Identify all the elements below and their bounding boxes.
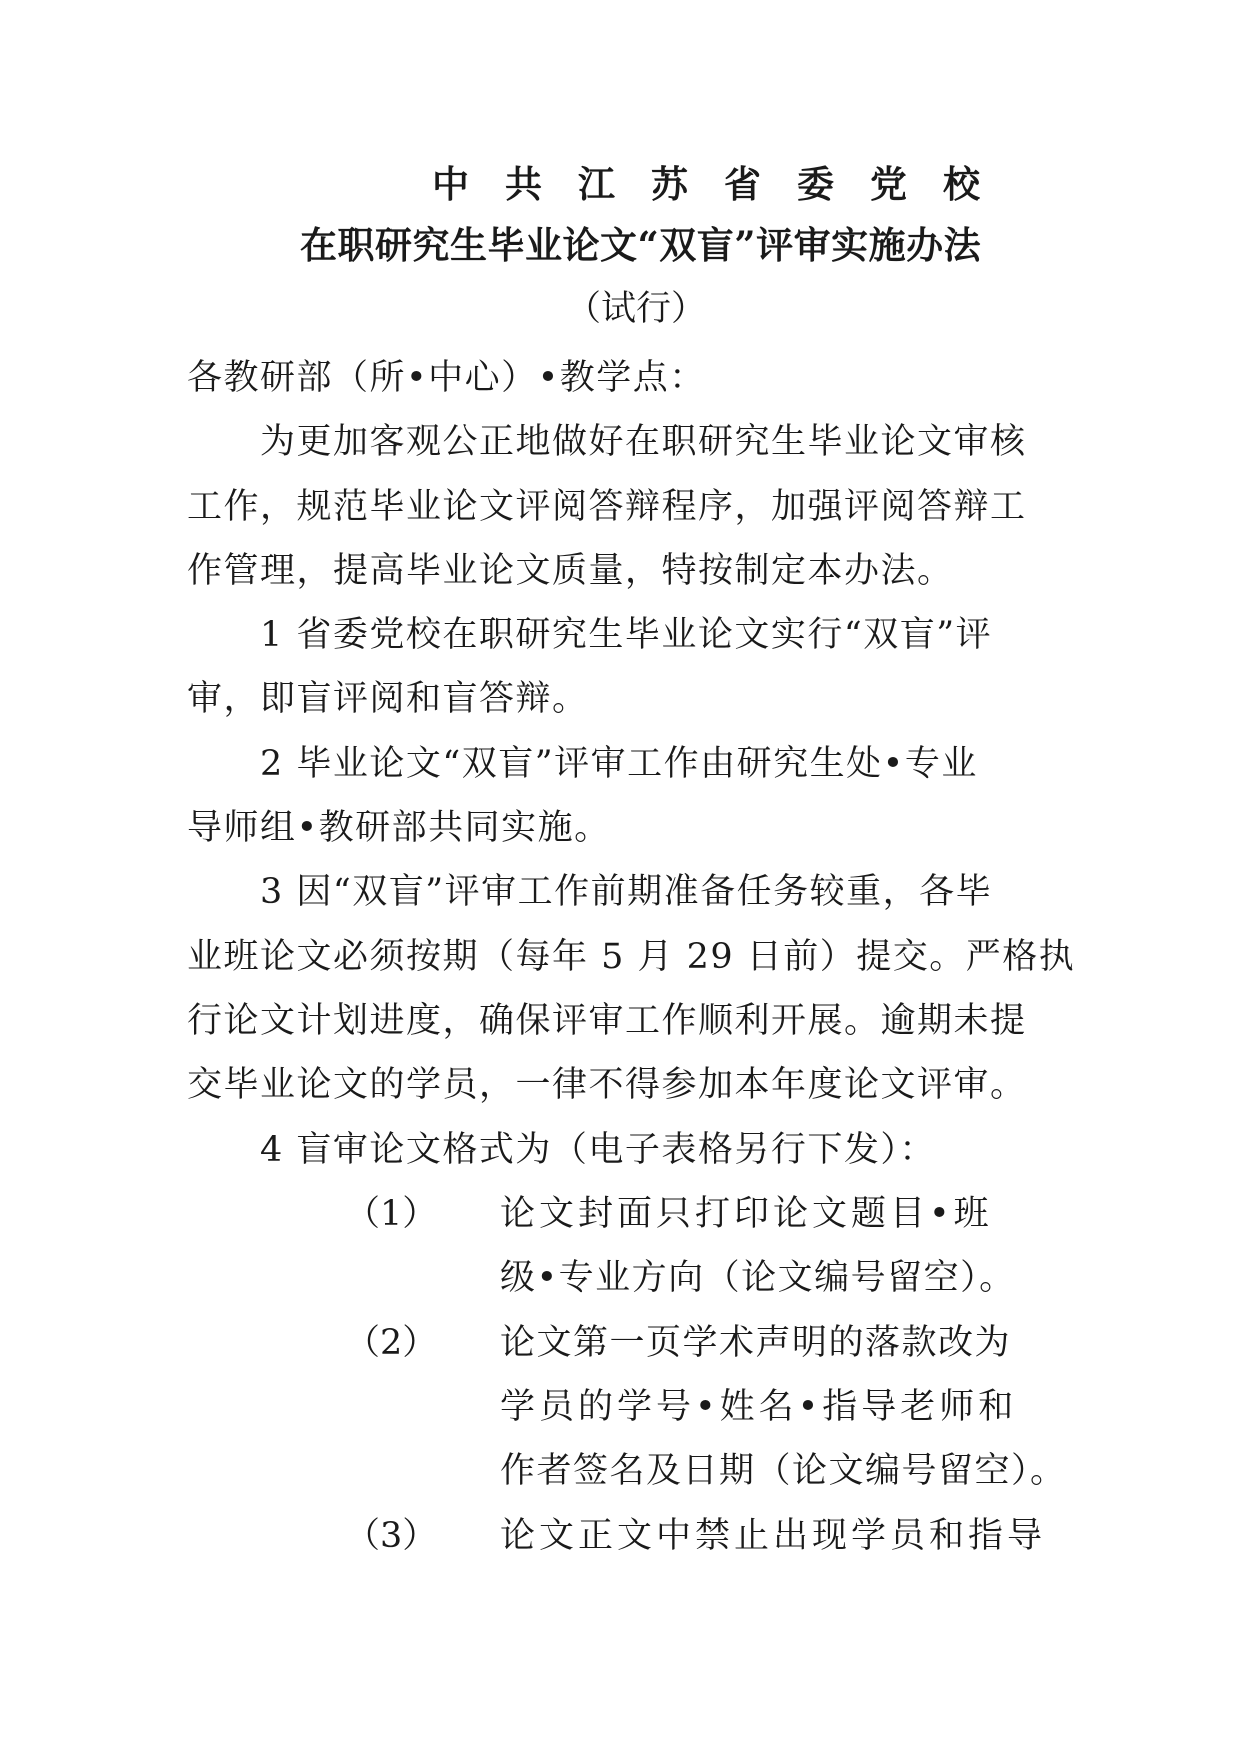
subitem-3-line-1: 论文正文中禁止出现学员和指导 [500,1516,1047,1556]
intro-line-1: 为更加客观公正地做好在职研究生毕业论文审核 [260,422,1027,462]
item2-line-1: 2 毕业论文“双盲”评审工作由研究生处•专业 [260,744,978,784]
title-line-2: 在职研究生毕业论文“双盲”评审实施办法 [300,223,982,267]
subitem-1-line-1: 论文封面只打印论文题目•班 [500,1194,993,1234]
item3-line-4: 交毕业论文的学员，一律不得参加本年度论文评审。 [187,1065,1027,1105]
subitem-3-number: （3） [345,1516,438,1556]
item1-line-2: 审，即盲评阅和盲答辩。 [187,679,589,719]
item1-line-1: 1 省委党校在职研究生毕业论文实行“双盲”评 [260,615,993,655]
item3-line-2: 业班论文必须按期（每年 5 月 29 日前）提交。严格执 [187,937,1076,977]
subitem-2-number: （2） [345,1323,438,1363]
item3-line-3: 行论文计划进度，确保评审工作顺利开展。逾期未提 [187,1001,1027,1041]
item4-heading: 4 盲审论文格式为（电子表格另行下发）： [260,1130,936,1170]
subitem-2-line-2: 学员的学号•姓名•指导老师和 [500,1387,1018,1427]
subtitle: （试行） [566,289,707,329]
intro-line-3: 作管理，提高毕业论文质量，特按制定本办法。 [187,551,954,591]
title-line-1: 中共江苏省委党校 [432,162,1016,206]
subitem-2-line-3: 作者签名及日期（论文编号留空）。 [500,1451,1067,1491]
intro-line-2: 工作，规范毕业论文评阅答辩程序，加强评阅答辩工 [187,487,1027,527]
item3-line-1: 3 因“双盲”评审工作前期准备任务较重，各毕 [260,872,993,912]
item2-line-2: 导师组•教研部共同实施。 [187,808,611,848]
subitem-1-number: （1） [345,1194,438,1234]
subitem-2-line-1: 论文第一页学术声明的落款改为 [500,1323,1012,1363]
salutation: 各教研部（所•中心）•教学点： [187,358,706,398]
subitem-1-line-2: 级•专业方向（论文编号留空）。 [500,1258,1016,1298]
